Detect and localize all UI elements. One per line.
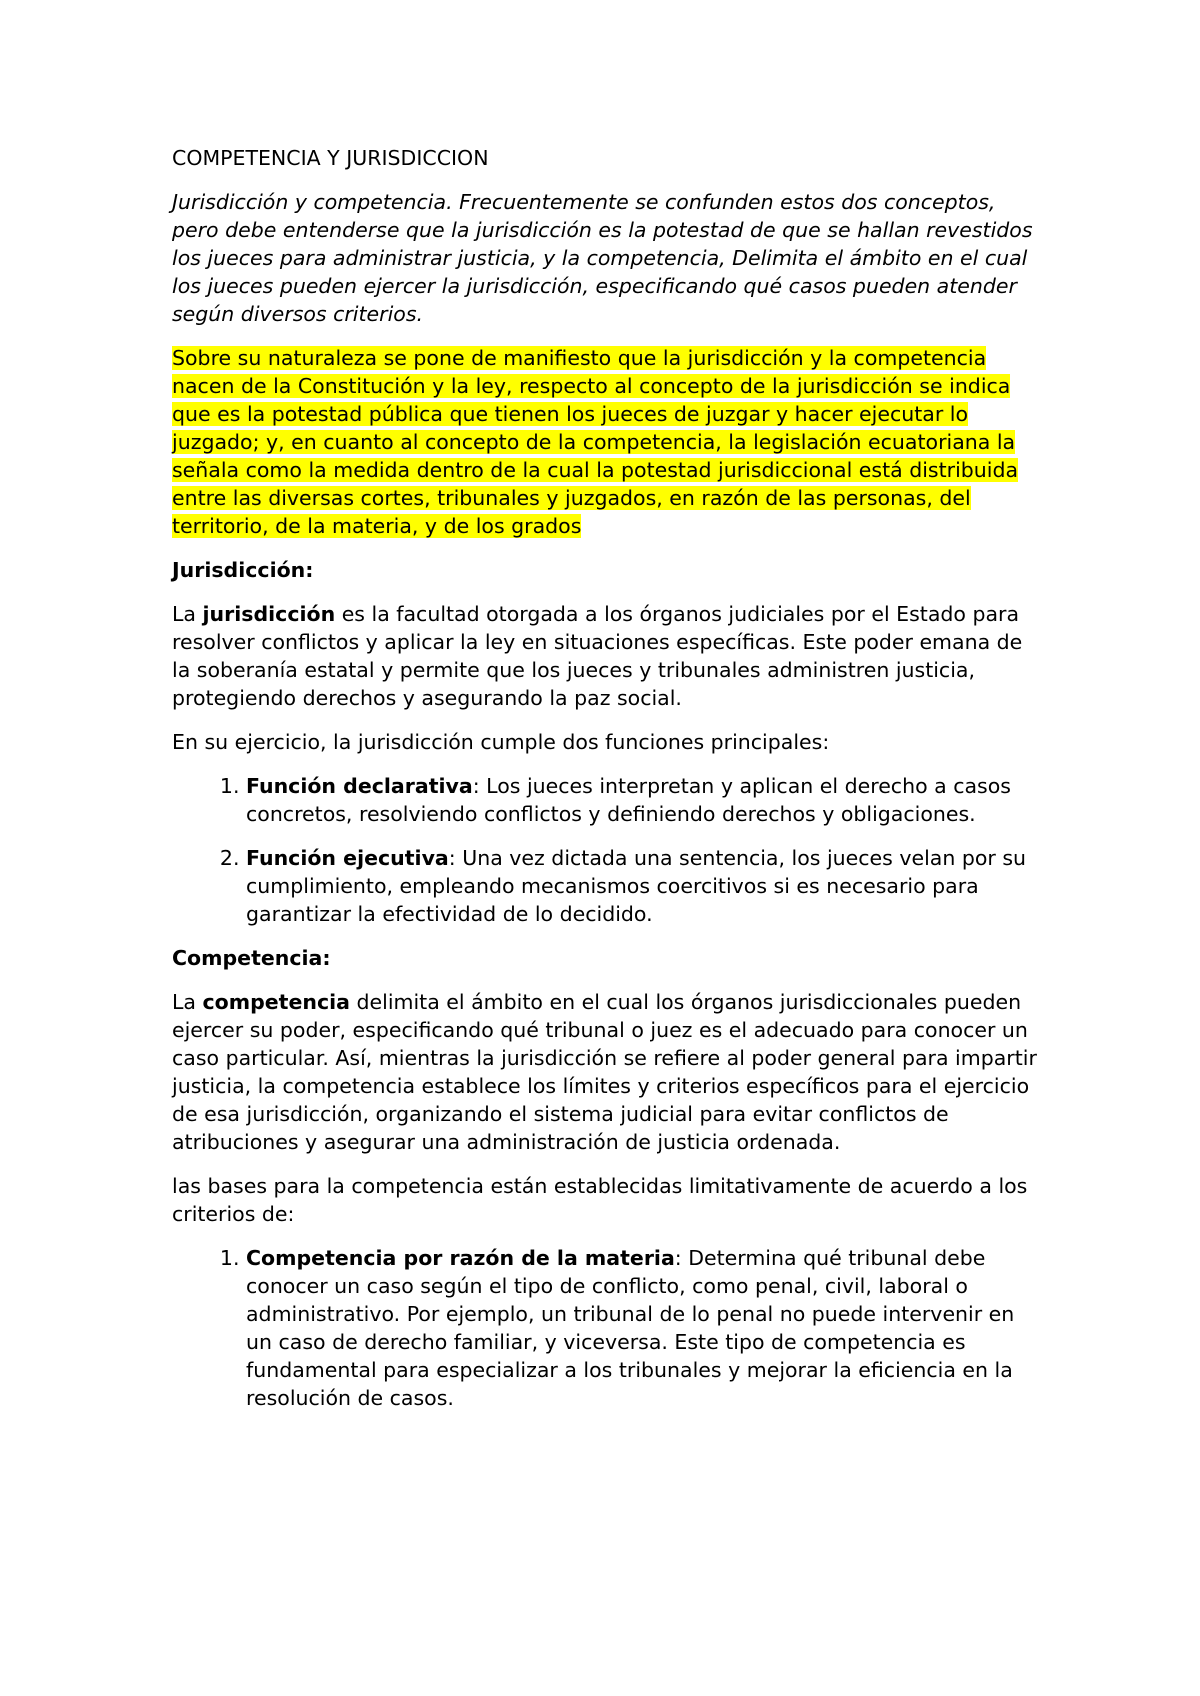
- competencia-definition-text: delimita el ámbito en el cual los órganos jurisdiccionales pueden ejercer su poder, especificando qué tribunal o juez es el adecuado para conocer un caso particular. Así, mientras la jurisdicción se refiere al poder general para impartir justicia, la competencia establece los límites y criterios específicos para el ejercicio de esa jurisdicción, organizando el sistema judicial para evitar conflictos de atribuciones y asegurar una administración de justicia ordenada.: [172, 990, 1037, 1154]
- criterion-text: : Determina qué tribunal debe conocer un caso según el tipo de conflicto, como penal, civil, laboral o administrativo. Por ejemplo, un tribunal de lo penal no puede intervenir en un caso de derecho familiar, y viceversa. Este tipo de competencia es fundamental para especializar a los tribunales y mejorar la eficiencia en la resolución de casos.: [246, 1246, 1015, 1410]
- jurisdiccion-prefix: La: [172, 602, 203, 626]
- competencia-criteria-list: [172, 1244, 1038, 1412]
- list-item: [246, 844, 1038, 928]
- jurisdiccion-term: jurisdicción: [202, 602, 336, 626]
- jurisdiccion-functions-list: [172, 772, 1038, 928]
- list-item: [246, 1244, 1038, 1412]
- competencia-criteria-intro: las bases para la competencia están establecidas limitativamente de acuerdo a los criterios de:: [172, 1174, 1028, 1226]
- highlighted-text: Sobre su naturaleza se pone de manifiesto que la jurisdicción y la competencia nacen de la Constitución y la ley, respecto al concepto de la jurisdicción se indica que es la potestad pública que tienen los jueces de juzgar y hacer ejecutar lo juzgado; y, en cuanto al concepto de la competencia, la legislación ecuatoriana la señala como la medida dentro de la cual la potestad jurisdiccional está distribuida entre las diversas cortes, tribunales y juzgados, en razón de las personas, del territorio, de la materia, y de los grados: [172, 346, 1019, 538]
- jurisdiccion-functions-intro: En su ejercicio, la jurisdicción cumple dos funciones principales:: [172, 730, 830, 754]
- criterion-term: Competencia por razón de la materia: [246, 1246, 675, 1270]
- function-term: Función ejecutiva: [246, 846, 449, 870]
- function-term: Función declarativa: [246, 774, 473, 798]
- jurisdiccion-definition-text: es la facultad otorgada a los órganos judiciales por el Estado para resolver conflictos y aplicar la ley en situaciones específicas. Este poder emana de la soberanía estatal y permite que los jueces y tribunales administren justicia, protegiendo derechos y asegurando la paz social.: [172, 602, 1023, 710]
- list-item: [246, 772, 1038, 828]
- competencia-prefix: La: [172, 990, 203, 1014]
- competencia-term: competencia: [202, 990, 350, 1014]
- function-text: : Los jueces interpretan y aplican el derecho a casos concretos, resolviendo conflictos y definiendo derechos y obligaciones.: [246, 774, 1011, 826]
- competencia-definition: [172, 988, 1038, 1156]
- jurisdiccion-heading: Jurisdicción:: [172, 558, 314, 582]
- jurisdiccion-definition: [172, 600, 1038, 712]
- intro-paragraph: Jurisdicción y competencia. Frecuentemente se confunden estos dos conceptos, pero debe entenderse que la jurisdicción es la potestad de que se hallan revestidos los jueces para administrar justicia, y la competencia, Delimita el ámbito en el cual los jueces pueden ejercer la jurisdicción, especificando qué casos pueden atender según diversos criterios.: [172, 190, 1033, 326]
- document-title: COMPETENCIA Y JURISDICCION: [172, 146, 489, 170]
- highlighted-paragraph: [172, 344, 1038, 540]
- function-text: : Una vez dictada una sentencia, los jueces velan por su cumplimiento, empleando mecanismos coercitivos si es necesario para garantizar la efectividad de lo decidido.: [246, 846, 1027, 926]
- competencia-heading: Competencia:: [172, 946, 331, 970]
